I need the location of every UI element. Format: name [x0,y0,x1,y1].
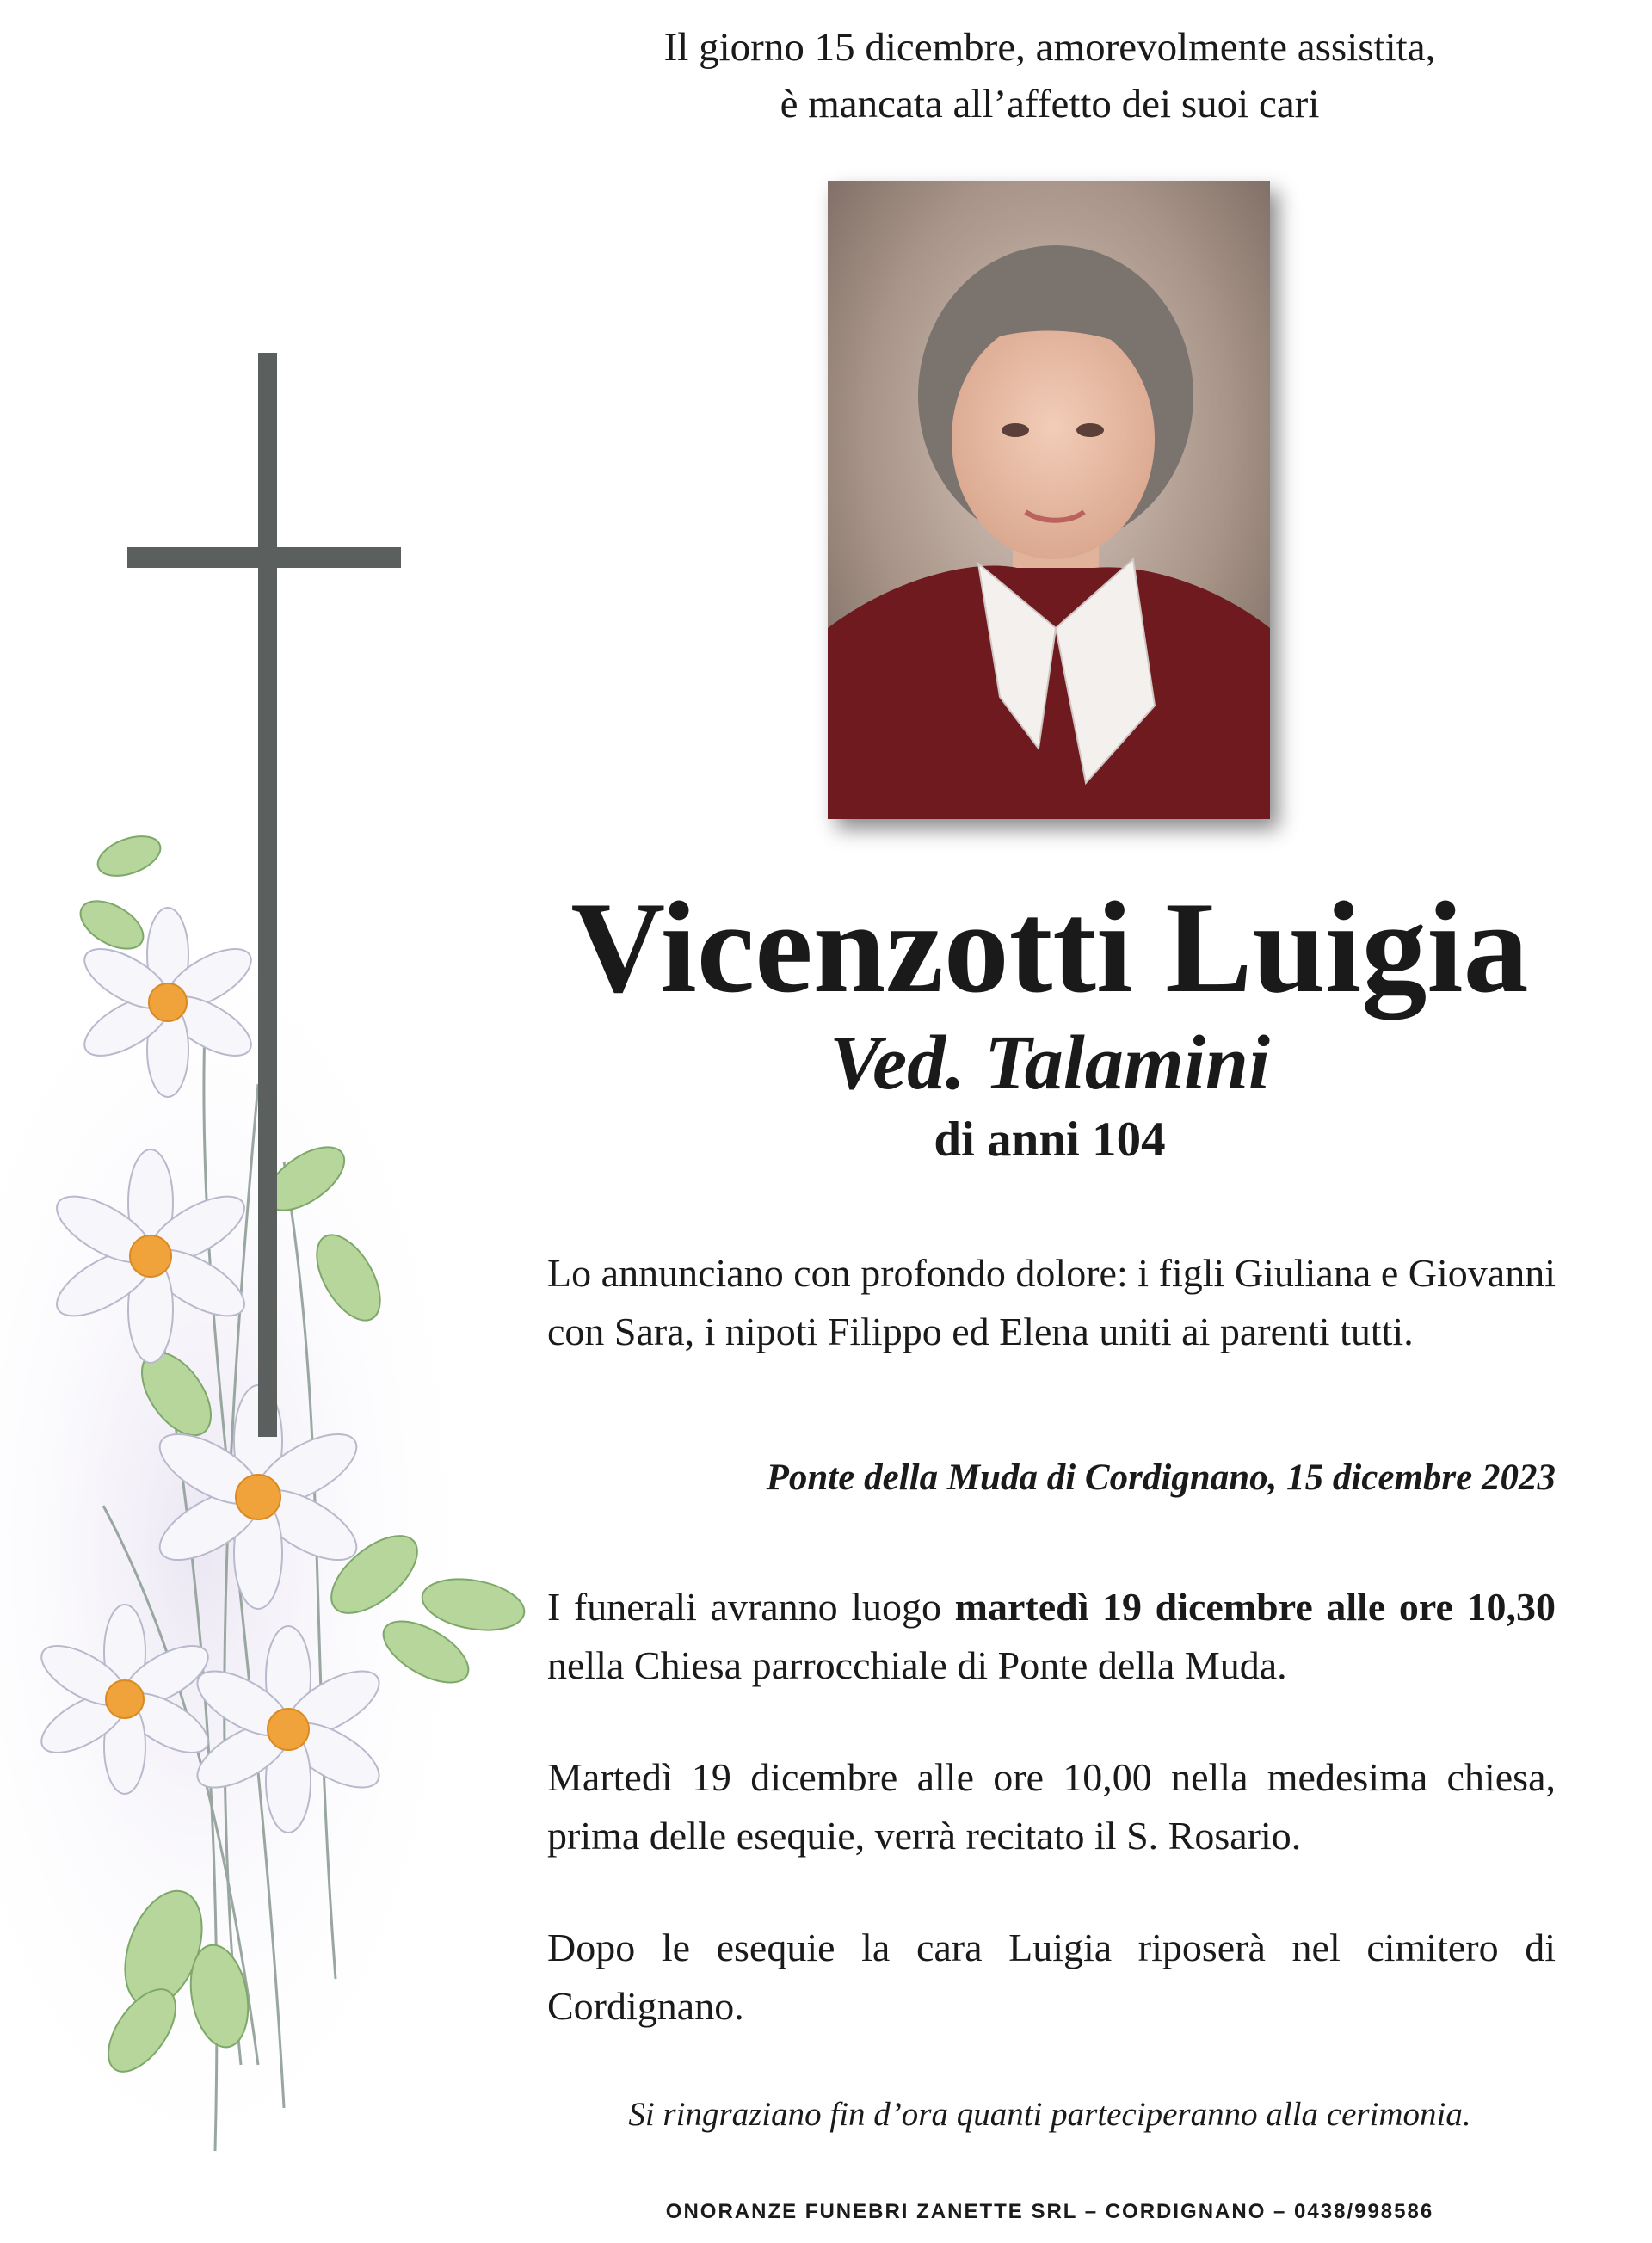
funeral-text-pre: I funerali avranno luogo [547,1585,955,1629]
married-name: Ved. Talamini [829,1020,1270,1106]
age: di anni 104 [934,1112,1166,1167]
cross-flower-decoration [0,0,551,2243]
funeral-paragraph [547,1578,1556,1695]
intro-line-2: è mancata all’affetto dei suoi cari [780,82,1320,126]
announcement-paragraph: Lo annunciano con profondo dolore: i figli Giuliana e Giovanni con Sara, i nipoti Filippo ed Elena uniti ai parenti tutti. [547,1251,1556,1353]
burial-paragraph: Dopo le esequie la cara Luigia riposerà nel cimitero di Cordignano. [547,1926,1556,2028]
deceased-name: Vicenzotti Luigia [570,875,1529,1020]
intro-text [533,19,1566,132]
funeral-datetime: martedì 19 dicembre alle ore 10,30 [954,1585,1556,1629]
funeral-text-post: nella Chiesa parrocchiale di Ponte della Muda. [547,1643,1287,1687]
funeral-home-footer: ONORANZE FUNEBRI ZANETTE SRL – CORDIGNANO – 0438/998586 [665,2200,1434,2223]
portrait-photo [828,181,1270,819]
place-date: Ponte della Muda di Cordignano, 15 dicembre 2023 [766,1457,1556,1498]
rosary-paragraph: Martedì 19 dicembre alle ore 10,00 nella medesima chiesa, prima delle esequie, verrà recitato il S. Rosario. [547,1755,1556,1858]
intro-line-1: Il giorno 15 dicembre, amorevolmente assistita, [663,25,1436,70]
thanks-note: Si ringraziano fin d’ora quanti parteciperanno alla cerimonia. [628,2096,1471,2133]
